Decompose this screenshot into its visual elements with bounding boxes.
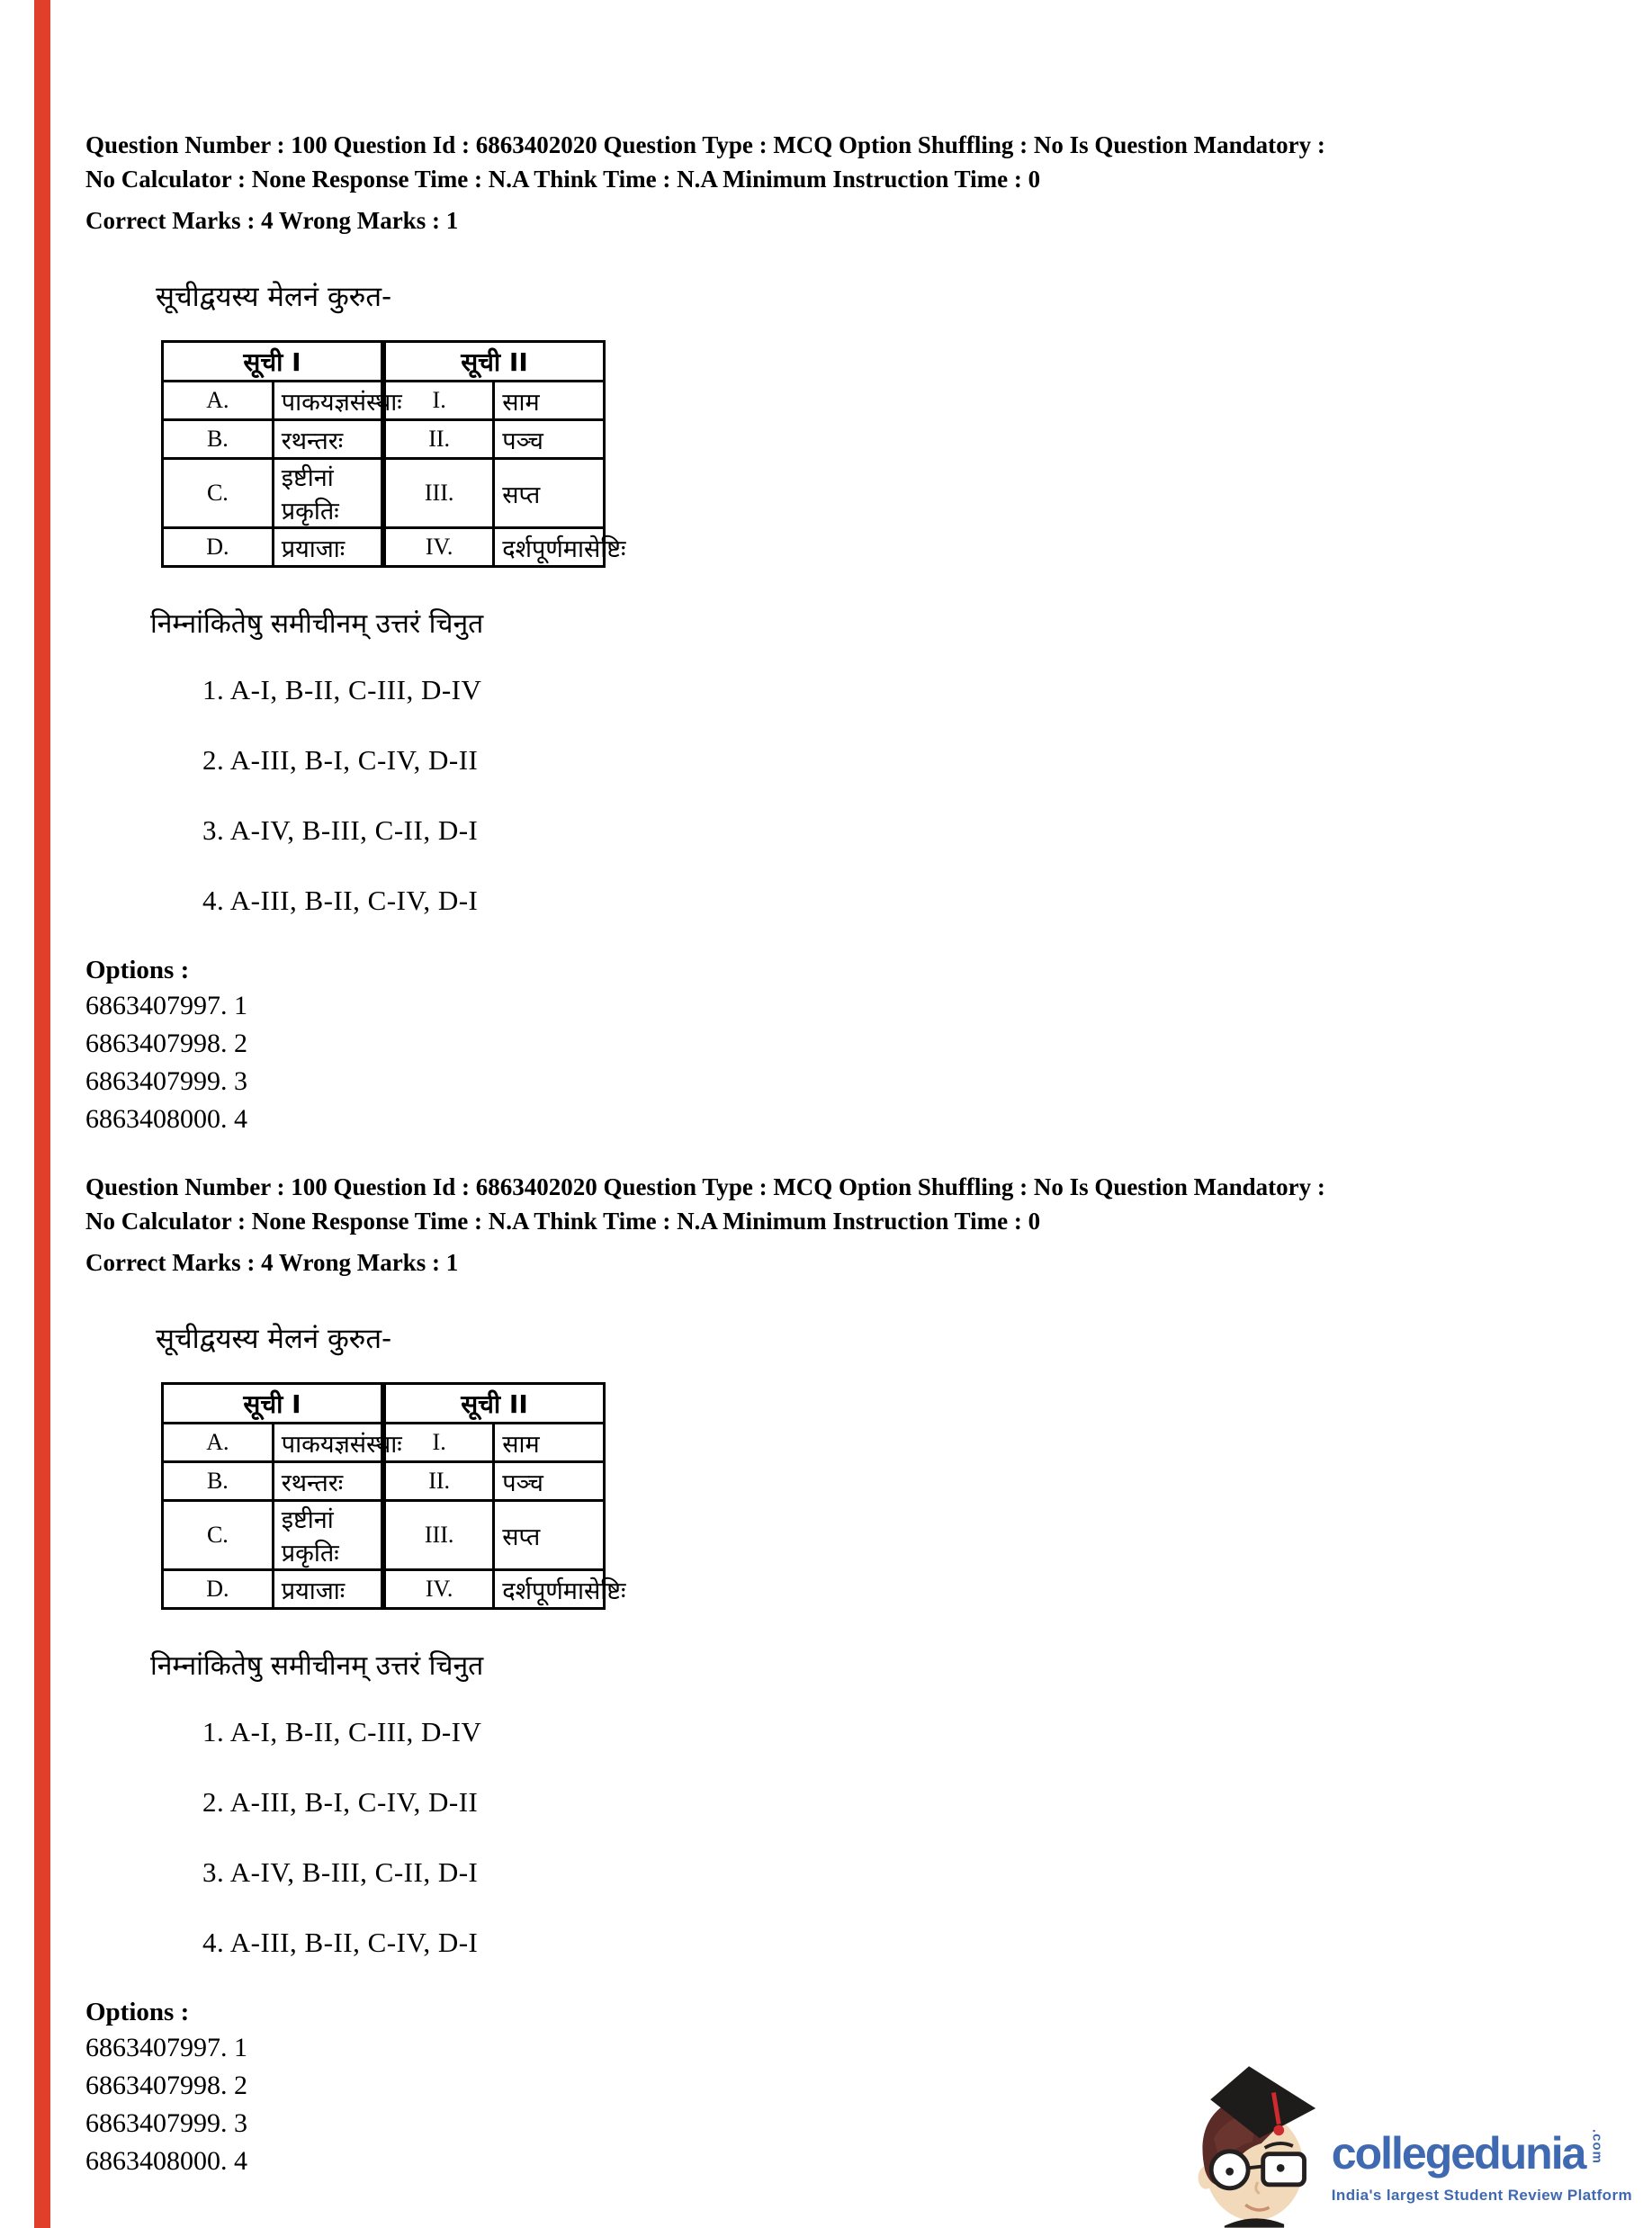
row-d-label: D. (163, 528, 274, 567)
choices-list (202, 1714, 1625, 1961)
list2-header: सूची II (383, 342, 605, 382)
row-ii-text: पञ्च (494, 420, 605, 459)
marks-line: Correct Marks : 4 Wrong Marks : 1 (85, 207, 459, 234)
match-table (161, 1382, 626, 1610)
row-b-text: रथन्तरः (273, 1462, 383, 1501)
row-iii-text: सप्त (494, 1501, 605, 1570)
row-iv-label: IV. (383, 528, 494, 567)
brand-domain-suffix: .com (1589, 2129, 1605, 2165)
option-id-4: 6863408000. 4 (85, 1104, 247, 1134)
row-ii-label: II. (383, 1462, 494, 1501)
row-i-label: I. (383, 382, 494, 420)
question-block-1 (85, 128, 1625, 1138)
logo-text (1332, 2129, 1632, 2228)
table-row (163, 528, 605, 567)
question-meta-line1: Question Number : 100 Question Id : 6863402020 Question Type : MCQ Option Shuffling : No Is Question Mandatory : (85, 1173, 1325, 1200)
choice-2: 2. A-III, B-I, C-IV, D-II (202, 744, 479, 776)
choice-3: 3. A-IV, B-III, C-II, D-I (202, 814, 479, 846)
options-label: Options : (85, 956, 190, 984)
row-i-text: साम (494, 1424, 605, 1462)
row-iii-label: III. (383, 459, 494, 528)
option-id-2: 6863407998. 2 (85, 1029, 247, 1058)
row-iii-label: III. (383, 1501, 494, 1570)
option-id-1: 6863407997. 1 (85, 991, 247, 1020)
row-ii-label: II. (383, 420, 494, 459)
marks-line: Correct Marks : 4 Wrong Marks : 1 (85, 1249, 459, 1276)
row-c-text: इष्टीनां प्रकृतिः (273, 1501, 383, 1570)
row-a-text: पाकयज्ञसंस्थाः (273, 382, 383, 420)
list1-header: सूची I (163, 1384, 384, 1424)
option-id-2: 6863407998. 2 (85, 2071, 247, 2100)
question-prompt: सूचीद्वयस्य मेलनं कुरुत- (156, 1323, 392, 1355)
row-d-text: प्रयाजाः (273, 1570, 383, 1609)
table-row (163, 1501, 605, 1570)
row-b-text: रथन्तरः (273, 420, 383, 459)
option-id-4: 6863408000. 4 (85, 2146, 247, 2176)
choice-4: 4. A-III, B-II, C-IV, D-I (202, 1927, 479, 1958)
options-label: Options : (85, 1998, 190, 2026)
row-b-label: B. (163, 1462, 274, 1501)
question-meta-line2: No Calculator : None Response Time : N.A Think Time : N.A Minimum Instruction Time : 0 (85, 1208, 1041, 1235)
row-c-text: इष्टीनां प्रकृतिः (273, 459, 383, 528)
row-i-text: साम (494, 382, 605, 420)
table-row (163, 420, 605, 459)
choice-3: 3. A-IV, B-III, C-II, D-I (202, 1856, 479, 1888)
table-header-row (163, 1384, 605, 1424)
list1-header: सूची I (163, 342, 384, 382)
row-d-label: D. (163, 1570, 274, 1609)
option-id-1: 6863407997. 1 (85, 2033, 247, 2062)
row-b-label: B. (163, 420, 274, 459)
table-row (163, 382, 605, 420)
row-c-label: C. (163, 459, 274, 528)
row-i-label: I. (383, 1424, 494, 1462)
choice-2: 2. A-III, B-I, C-IV, D-II (202, 1786, 479, 1818)
question-meta-line2: No Calculator : None Response Time : N.A Think Time : N.A Minimum Instruction Time : 0 (85, 166, 1041, 193)
collegedunia-logo (1182, 2061, 1632, 2228)
row-a-text: पाकयज्ञसंस्थाः (273, 1424, 383, 1462)
row-a-label: A. (163, 382, 274, 420)
table-row (163, 459, 605, 528)
row-a-label: A. (163, 1424, 274, 1462)
choices-list (202, 672, 1625, 919)
row-d-text: प्रयाजाः (273, 528, 383, 567)
option-id-3: 6863407999. 3 (85, 1066, 247, 1096)
match-table (161, 340, 626, 568)
row-ii-text: पञ्च (494, 1462, 605, 1501)
brand-tagline: India's largest Student Review Platform (1331, 2187, 1632, 2204)
list2-header: सूची II (383, 1384, 605, 1424)
row-iv-text: दर्शपूर्णमासेष्टिः (494, 1570, 605, 1609)
question-instruction: निम्नांकितेषु समीचीनम् उत्तरं चिनुत (150, 608, 484, 640)
brand-wordmark: collegedunia (1331, 2128, 1585, 2179)
question-instruction: निम्नांकितेषु समीचीनम् उत्तरं चिनुत (150, 1650, 484, 1682)
row-c-label: C. (163, 1501, 274, 1570)
question-prompt: सूचीद्वयस्य मेलनं कुरुत- (156, 281, 392, 313)
option-ids-list (85, 987, 1625, 1138)
choice-1: 1. A-I, B-II, C-III, D-IV (202, 1716, 482, 1747)
left-accent-stripe (34, 0, 50, 2228)
option-id-3: 6863407999. 3 (85, 2108, 247, 2138)
table-row (163, 1424, 605, 1462)
row-iii-text: सप्त (494, 459, 605, 528)
row-iv-label: IV. (383, 1570, 494, 1609)
table-row (163, 1570, 605, 1609)
choice-1: 1. A-I, B-II, C-III, D-IV (202, 674, 482, 705)
table-row (163, 1462, 605, 1501)
choice-4: 4. A-III, B-II, C-IV, D-I (202, 885, 479, 916)
graduate-boy-mascot-icon (1182, 2061, 1323, 2228)
row-iv-text: दर्शपूर्णमासेष्टिः (494, 528, 605, 567)
question-meta-line1: Question Number : 100 Question Id : 6863402020 Question Type : MCQ Option Shuffling : No Is Question Mandatory : (85, 131, 1325, 158)
table-header-row (163, 342, 605, 382)
